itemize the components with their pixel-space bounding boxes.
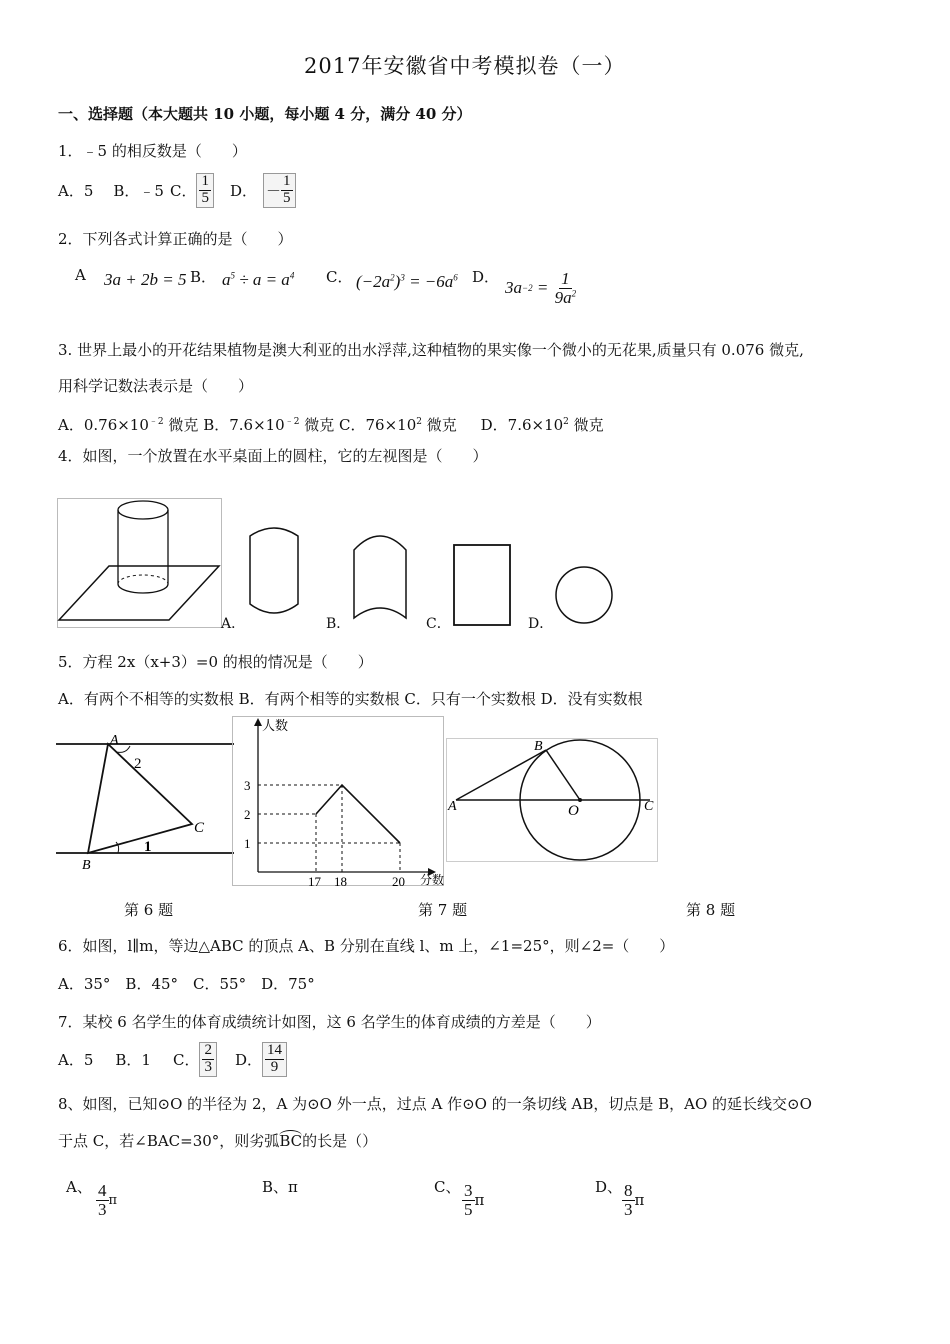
q1-stem: 1．﹣5 的相反数是（ ）: [58, 142, 247, 160]
q3-options: A．$0.76\times 10^{﹣2}$ 微克 B．$7.6\times 10^{﹣2}$ 微克 C．$76\times 10^2$ 微克 D．$7.6\times 10^2$ 微克: [58, 416, 604, 434]
q8-option-d-label: D、: [595, 1178, 623, 1196]
q6-stem: 6．如图，l∥m，等边△ABC 的顶点 A、B 分别在直线 l、m 上，∠1=25°，则∠2=（ ）: [58, 937, 675, 955]
q7-option-c-fraction: $\frac{2}{3}$: [199, 1042, 217, 1077]
fig7-caption: 第 7 题: [418, 901, 468, 919]
page-title: 2017年安徽省中考模拟卷（一）: [304, 54, 626, 78]
fig8-caption: 第 8 题: [686, 901, 736, 919]
fig6-triangle-figure: [56, 732, 234, 872]
q5-options: A．有两个不相等的实数根 B．有两个相等的实数根 C．只有一个实数根 D．没有实数根: [58, 690, 643, 708]
q4-option-b-label: B．: [326, 616, 351, 632]
section-heading: 一、选择题（本大题共 10 小题，每小题 4 分，满分 40 分）: [58, 105, 472, 123]
fig8-label-c: C: [644, 799, 654, 814]
q1-option-b: B．﹣5: [113, 181, 164, 200]
fig6-label-b: B: [82, 858, 91, 872]
q4-option-a-label: A．: [221, 616, 246, 632]
fig7-ytick-3: 3: [244, 778, 251, 793]
q7-stem: 7．某校 6 名学生的体育成绩统计如图，这 6 名学生的体育成绩的方差是（ ）: [58, 1013, 601, 1031]
q2-option-b-label: B．: [190, 268, 217, 286]
fig7-series-line: [316, 785, 400, 843]
fig8-label-b: B: [534, 739, 543, 754]
q8-stem-line2: 于点 C，若∠BAC=30°，则劣弧BC的长是（）: [58, 1132, 378, 1150]
q4-option-d-shape: [553, 564, 615, 626]
fig8-label-o: O: [568, 803, 579, 819]
q4-option-a-shape: [244, 524, 304, 628]
q4-option-d-label: D．: [528, 616, 554, 632]
q8-option-a-label: A、: [66, 1178, 92, 1196]
q1-option-c: C．: [169, 181, 197, 200]
fig6-caption: 第 6 题: [124, 901, 174, 919]
arc-bc: BC: [279, 1132, 303, 1150]
q7-options: A．5 B．1 C． $\frac{2}{3}$ D． $\frac{14}{9}$: [58, 1042, 287, 1077]
q2-option-b-expr: $a^5 \div a = a^4$: [222, 270, 295, 289]
q2-option-a-label: A: [75, 266, 86, 284]
q4-stem: 4．如图，一个放置在水平桌面上的圆柱，它的左视图是（ ）: [58, 447, 488, 465]
fig8-label-a: A: [448, 799, 457, 814]
q6-options: A．35° B．45° C．55° D．75°: [58, 975, 315, 993]
q1-option-a: A．5: [58, 181, 94, 200]
q8-option-b: B、π: [262, 1178, 298, 1196]
q4-option-c-shape: [452, 543, 512, 627]
fig7-xtick-17: 17: [308, 874, 321, 886]
q8-option-c-label: C、: [434, 1178, 461, 1196]
q7-option-d-fraction: $\frac{14}{9}$: [262, 1042, 287, 1077]
q2-option-c-expr: $(-2a^2)^3 = -6a^6$: [356, 272, 458, 291]
fig8-circle-figure: [446, 738, 658, 862]
fig7-xlabel: 分数: [420, 873, 444, 886]
fig7-xtick-18: 18: [334, 874, 347, 886]
q3-stem-line2: 用科学记数法表示是（ ）: [58, 377, 254, 395]
q1-option-c-fraction: $\frac{1}{5}$: [196, 173, 214, 208]
q2-option-c-label: C．: [326, 268, 353, 286]
radius-ob: [546, 750, 580, 800]
fig6-label-angle1: 1: [144, 839, 152, 855]
fig7-chart: [232, 716, 444, 886]
q4-option-b-shape: [350, 528, 410, 628]
q8-option-c-value: $\frac{3}{5}$ π: [464, 1181, 485, 1219]
q8-stem-line1: 8、如图，已知⊙O 的半径为 2，A 为⊙O 外一点，过点 A 作⊙O 的一条切线 AB，切点是 B，AO 的延长线交⊙O: [58, 1095, 812, 1113]
q2-option-d-label: D．: [472, 268, 500, 286]
fig7-ytick-2: 2: [244, 807, 251, 822]
fig6-label-c: C: [194, 820, 205, 836]
tangent-ab: [456, 750, 546, 800]
q1-option-d: D．: [229, 181, 257, 200]
q2-stem: 2．下列各式计算正确的是（ ）: [58, 230, 293, 248]
q2-option-d-expr: 3a −2 = $\frac{1}{9a^2}$: [505, 269, 577, 307]
q4-cylinder-figure: [57, 498, 222, 628]
q8-option-d-value: $\frac{8}{3}$ π: [624, 1181, 645, 1219]
q1-option-d-value: － $\frac{1}{5}$: [263, 173, 296, 208]
cylinder-top: [118, 501, 168, 519]
fig7-ylabel: 人数: [262, 718, 289, 733]
q2-option-a-expr: 3a + 2b = 5: [104, 270, 187, 289]
q3-stem-line1: 3. 世界上最小的开花结果植物是澳大利亚的出水浮萍,这种植物的果实像一个微小的无花果,质量只有 0.076 微克,: [58, 341, 804, 359]
fig6-label-angle2: 2: [134, 756, 142, 772]
fig7-xtick-20: 20: [392, 874, 405, 886]
fig6-label-a: A: [110, 733, 119, 748]
q8-option-a-value: $\frac{4}{3}$ π: [98, 1181, 118, 1219]
q5-stem: 5．方程 2x（x+3）=0 的根的情况是（ ）: [58, 653, 373, 671]
q1-options: [58, 173, 296, 208]
fig7-ytick-1: 1: [244, 836, 251, 851]
q4-option-c-label: C．: [426, 616, 451, 632]
